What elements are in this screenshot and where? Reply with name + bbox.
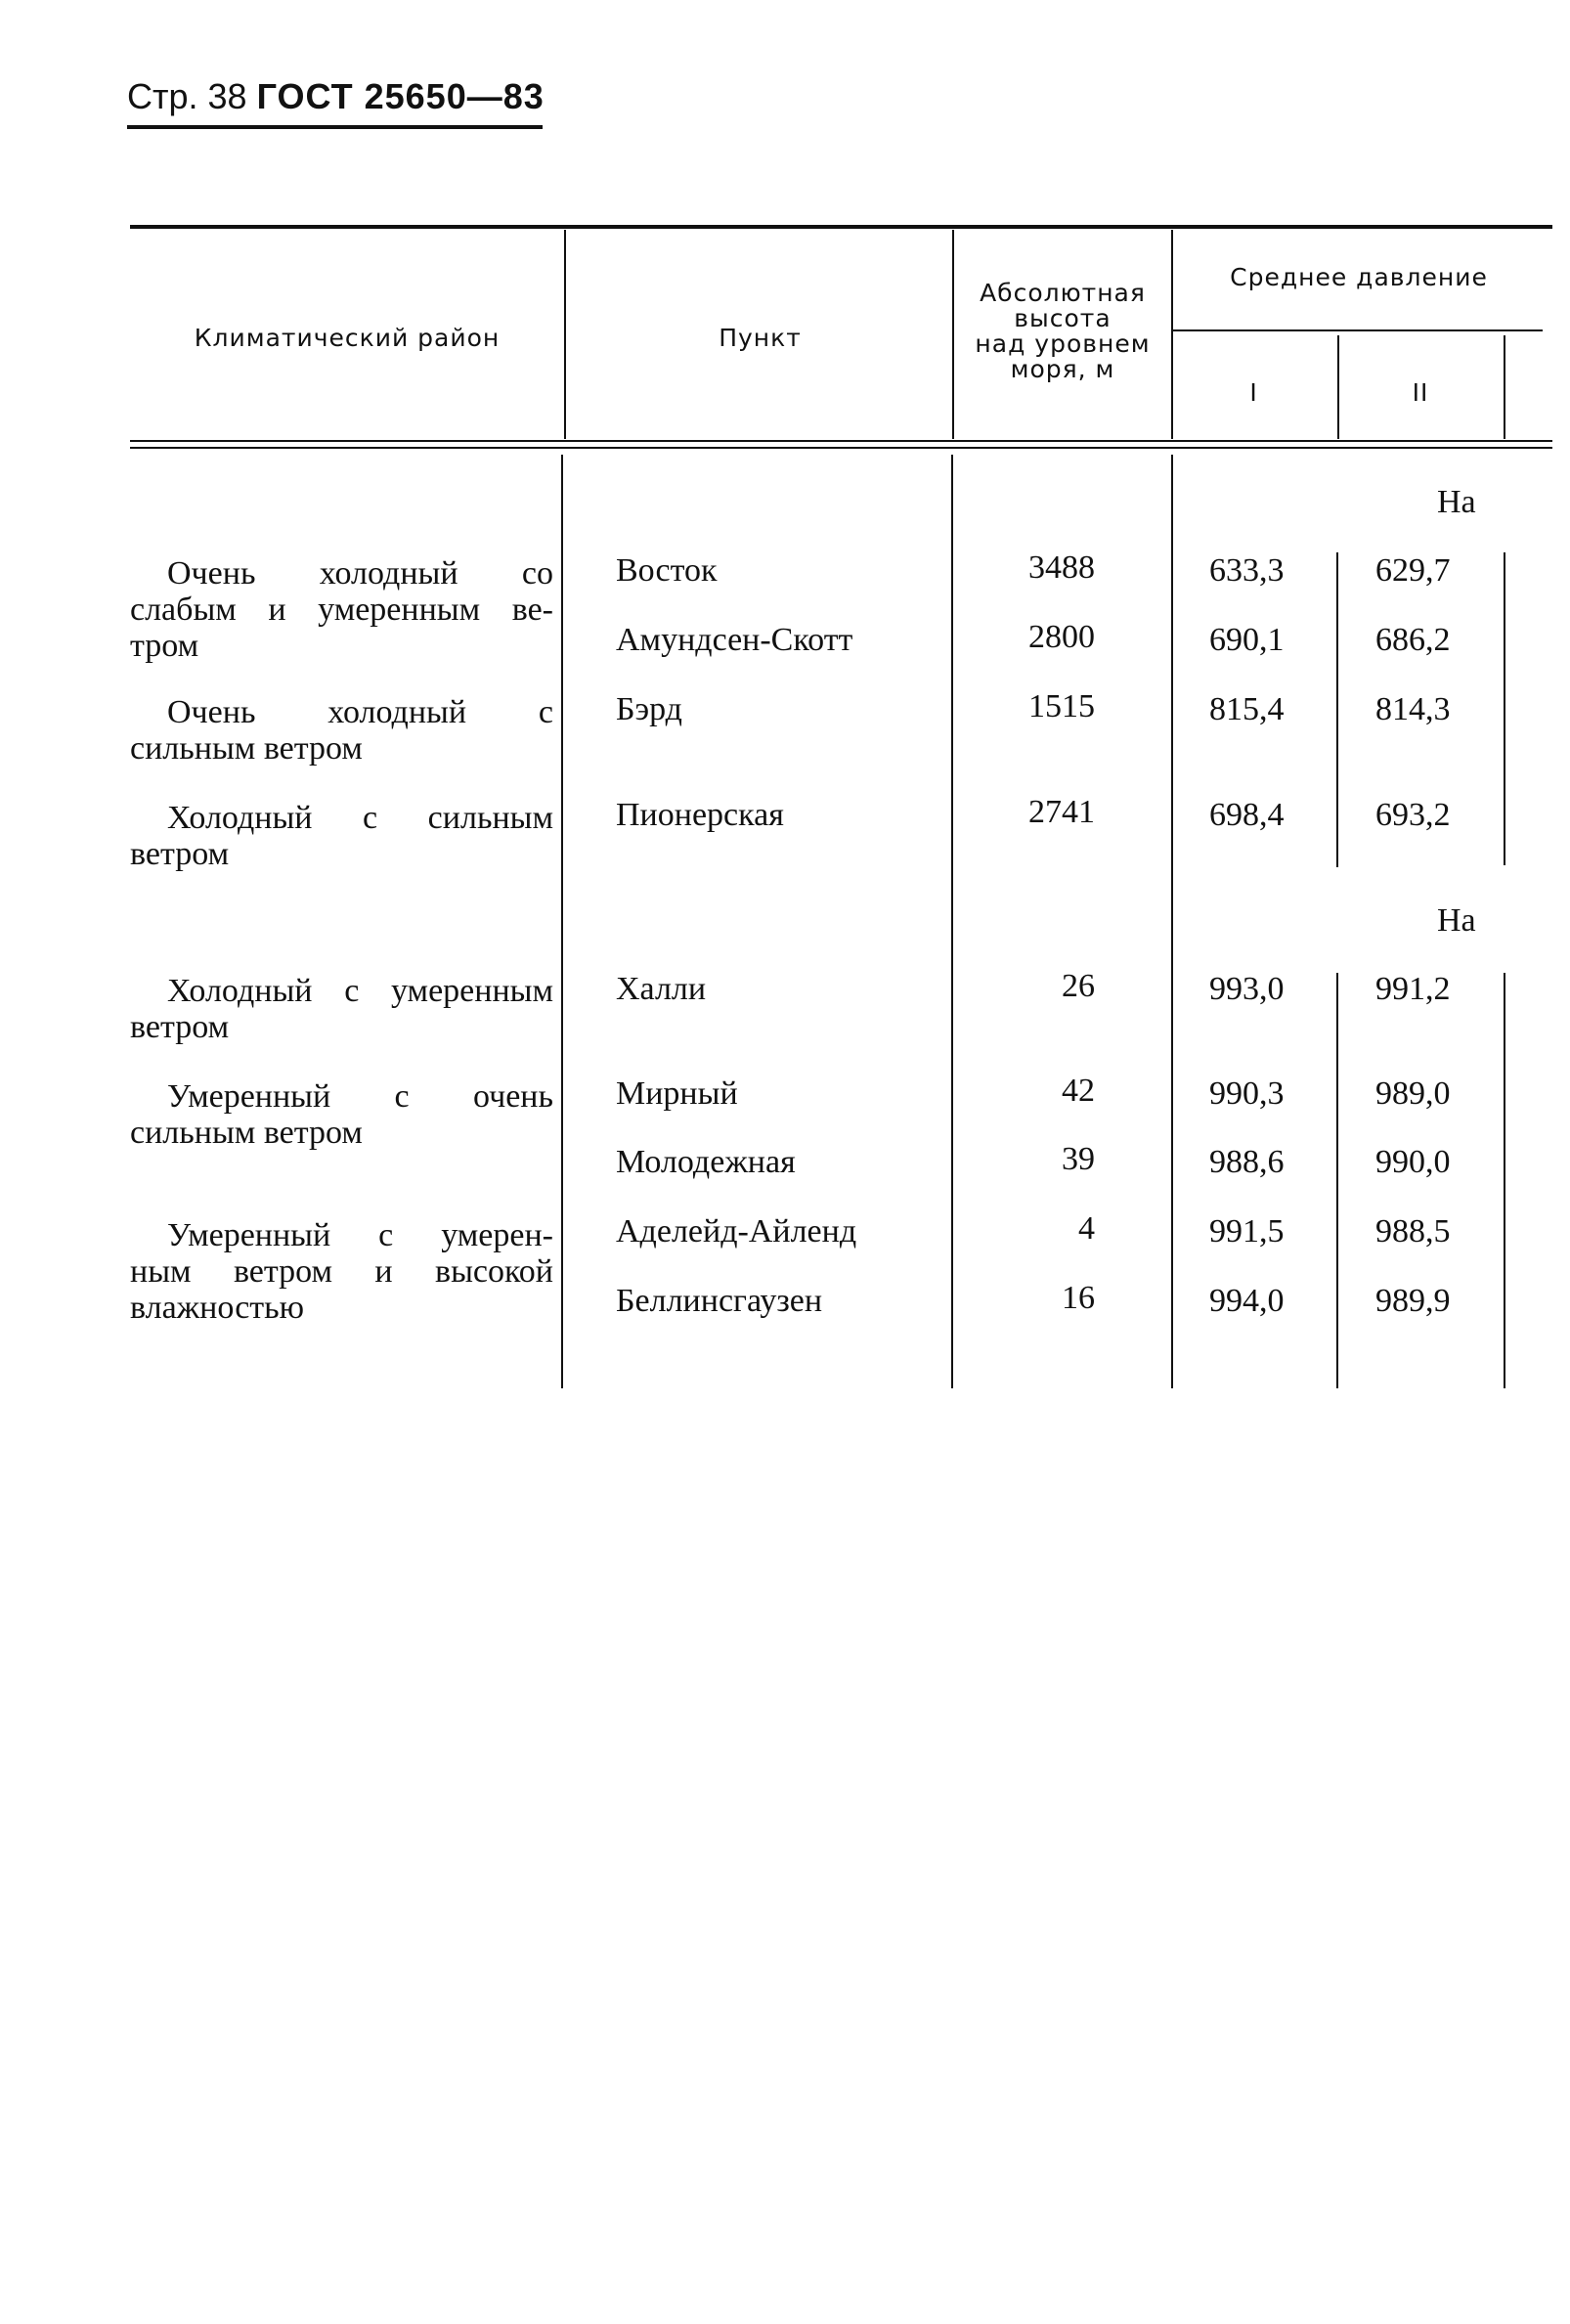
altitude-cell: 26 [1062, 968, 1095, 1004]
pressure-II-cell: 629,7 [1375, 552, 1451, 589]
region-line: ным ветром и высокой [130, 1253, 553, 1290]
col-divider-header-5 [1504, 335, 1505, 439]
pressure-II-cell: 991,2 [1375, 971, 1451, 1007]
region-line: Очень холодный с [167, 694, 553, 730]
header-point: Пункт [719, 324, 802, 352]
region-cell [130, 800, 553, 872]
pressure-II-cell: 814,3 [1375, 691, 1451, 727]
region-line: ветром [130, 1009, 230, 1045]
point-cell: Пионерская [616, 797, 784, 833]
region-cell [130, 694, 553, 767]
header-altitude-line: моря, м [1010, 355, 1115, 383]
point-cell: Восток [616, 552, 718, 589]
unit-label: На [1437, 902, 1476, 939]
altitude-cell: 3488 [1028, 549, 1095, 586]
pressure-II-cell: 693,2 [1375, 797, 1451, 833]
header-col-II: II [1412, 378, 1429, 407]
point-cell: Бэрд [616, 691, 682, 727]
altitude-cell: 2741 [1028, 794, 1095, 830]
region-cell [130, 555, 553, 664]
col-divider-header-1 [564, 230, 566, 439]
pressure-I-cell: 990,3 [1209, 1075, 1285, 1112]
col-divider-header-3 [1171, 230, 1173, 439]
pressure-I-cell: 633,3 [1209, 552, 1285, 589]
point-cell: Аделейд-Айленд [616, 1213, 857, 1250]
header-altitude [956, 281, 1169, 382]
pressure-I-cell: 690,1 [1209, 622, 1285, 658]
header-altitude-line: над уровнем [975, 329, 1151, 358]
pressure-II-cell: 989,0 [1375, 1075, 1451, 1112]
pressure-II-cell: 686,2 [1375, 622, 1451, 658]
pressure-I-cell: 994,0 [1209, 1283, 1285, 1319]
point-cell: Амундсен-Скотт [616, 622, 853, 658]
unit-label: На [1437, 484, 1476, 520]
pressure-II-cell: 988,5 [1375, 1213, 1451, 1250]
table-top-rule [130, 225, 1552, 229]
col-divider-body-3 [1171, 455, 1173, 1388]
point-cell: Молодежная [616, 1144, 796, 1180]
pressure-I-cell: 698,4 [1209, 797, 1285, 833]
pressure-I-cell: 993,0 [1209, 971, 1285, 1007]
header-altitude-line: высота [1014, 304, 1112, 332]
standard-code: ГОСТ 25650—83 [256, 76, 545, 116]
col-divider-body-2 [951, 455, 953, 1388]
altitude-cell: 4 [1078, 1210, 1095, 1247]
region-cell [130, 1078, 553, 1151]
page-header [127, 76, 545, 117]
altitude-cell: 2800 [1028, 619, 1095, 655]
altitude-cell: 39 [1062, 1141, 1095, 1177]
header-double-rule-2 [130, 447, 1552, 449]
region-cell [130, 1217, 553, 1326]
region-line: Холодный с сильным [167, 800, 553, 836]
region-line: Холодный с умеренным [167, 973, 553, 1009]
header-altitude-line: Абсолютная [980, 279, 1146, 307]
col-divider-header-2 [952, 230, 954, 439]
region-line: слабым и умеренным ве- [130, 592, 553, 628]
region-line: Умеренный с очень [167, 1078, 553, 1115]
col-divider-body-4b [1336, 973, 1338, 1388]
region-line: тром [130, 628, 199, 664]
altitude-cell: 16 [1062, 1280, 1095, 1316]
header-col-I: I [1249, 378, 1258, 407]
page-number: Стр. 38 [127, 76, 247, 116]
region-line: влажностью [130, 1290, 305, 1326]
header-pressure: Среднее давление [1230, 263, 1488, 291]
region-cell [130, 973, 553, 1045]
altitude-cell: 1515 [1028, 688, 1095, 724]
point-cell: Халли [616, 971, 707, 1007]
col-divider-body-4a [1336, 552, 1338, 867]
pressure-I-cell: 991,5 [1209, 1213, 1285, 1250]
col-divider-body-5a [1504, 552, 1505, 865]
header-region: Климатический район [194, 324, 501, 352]
pressure-I-cell: 988,6 [1209, 1144, 1285, 1180]
region-line: сильным ветром [130, 1115, 363, 1151]
pressure-II-cell: 989,9 [1375, 1283, 1451, 1319]
pressure-II-cell: 990,0 [1375, 1144, 1451, 1180]
header-underline [127, 125, 543, 129]
pressure-I-cell: 815,4 [1209, 691, 1285, 727]
col-divider-body-5b [1504, 973, 1505, 1388]
altitude-cell: 42 [1062, 1073, 1095, 1109]
point-cell: Беллинсгаузен [616, 1283, 823, 1319]
region-line: Умеренный с умерен- [167, 1217, 553, 1253]
header-double-rule-1 [130, 440, 1552, 442]
region-line: Очень холодный со [167, 555, 553, 592]
pressure-subheader-rule [1171, 329, 1543, 331]
region-line: сильным ветром [130, 730, 363, 767]
point-cell: Мирный [616, 1075, 738, 1112]
col-divider-body-1 [561, 455, 563, 1388]
region-line: ветром [130, 836, 230, 872]
